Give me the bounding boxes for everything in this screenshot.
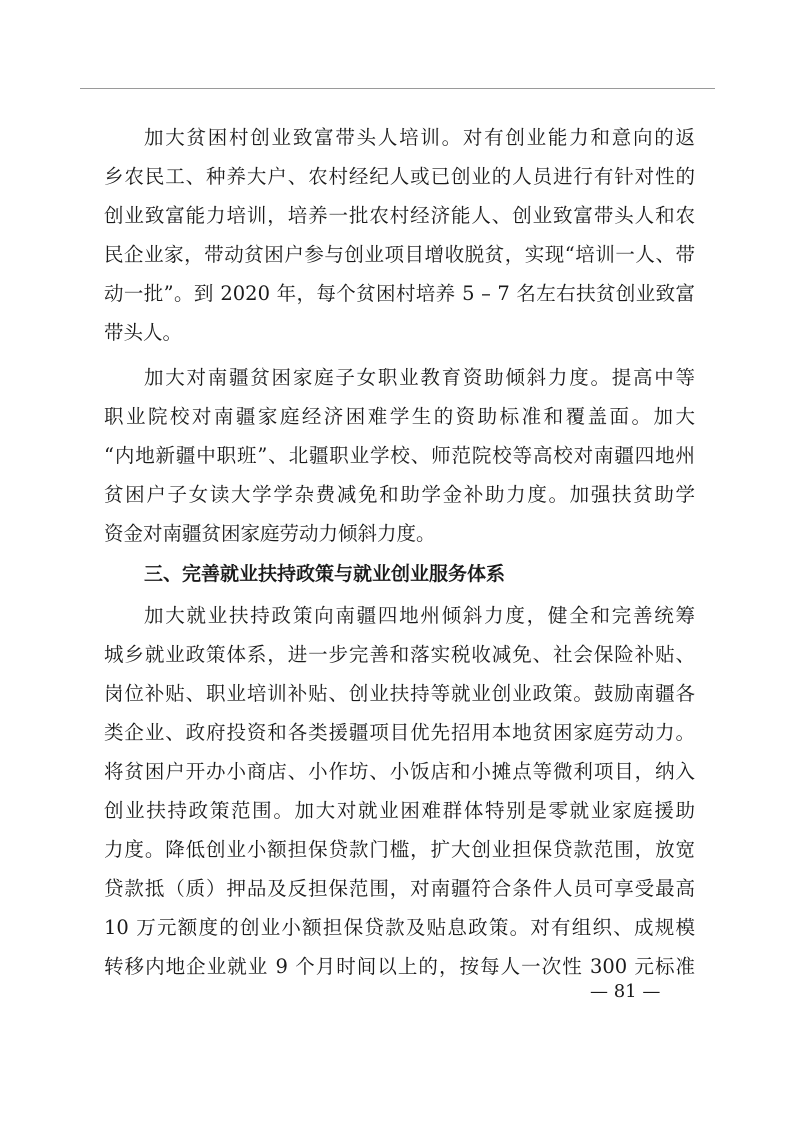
paragraph-3-line-2: 城乡就业政策体系，进一步完善和落实税收减免、社会保险补贴、 (104, 643, 695, 666)
paragraph-1-line-2: 乡农民工、种养大户、农村经纪人或已创业的人员进行有针对性的 (104, 165, 695, 188)
paragraph-2-line-1: 加大对南疆贫困家庭子女职业教育资助倾斜力度。提高中等 (144, 366, 695, 389)
paragraph-3-line-9: 10 万元额度的创业小额担保贷款及贴息政策。对有组织、成规模 (104, 916, 695, 939)
paragraph-3-line-6: 创业扶持政策范围。加大对就业困难群体特别是零就业家庭援助 (104, 799, 695, 822)
paragraph-2-line-3: “内地新疆中职班”、北疆职业学校、师范院校等高校对南疆四地州 (104, 444, 695, 467)
paragraph-1-line-3: 创业致富能力培训，培养一批农村经济能人、创业致富带头人和农 (104, 204, 695, 227)
section-heading: 三、完善就业扶持政策与就业创业服务体系 (144, 563, 506, 585)
paragraph-3-line-7: 力度。降低创业小额担保贷款门槛，扩大创业担保贷款范围，放宽 (104, 838, 695, 861)
paragraph-3-line-5: 将贫困户开办小商店、小作坊、小饭店和小摊点等微利项目，纳入 (104, 760, 695, 783)
paragraph-2-line-5: 资金对南疆贫困家庭劳动力倾斜力度。 (104, 522, 436, 545)
paragraph-1-line-4: 民企业家，带动贫困户参与创业项目增收脱贫，实现“培训一人、带 (104, 243, 695, 266)
paragraph-3-line-8: 贷款抵（质）押品及反担保范围，对南疆符合条件人员可享受最高 (104, 877, 695, 900)
paragraph-3-line-10: 转移内地企业就业 9 个月时间以上的，按每人一次性 300 元标准 (104, 955, 695, 978)
paragraph-2-line-4: 贫困户子女读大学学杂费减免和助学金补助力度。加强扶贫助学 (104, 483, 695, 506)
paragraph-1-line-6: 带头人。 (104, 321, 183, 344)
paragraph-1-line-5: 动一批”。到 2020 年，每个贫困村培养 5 – 7 名左右扶贫创业致富 (104, 282, 695, 305)
paragraph-2-line-2: 职业院校对南疆家庭经济困难学生的资助标准和覆盖面。加大 (104, 405, 695, 428)
paragraph-3-line-3: 岗位补贴、职业培训补贴、创业扶持等就业创业政策。鼓励南疆各 (104, 682, 695, 705)
page-number: — 81 — (590, 981, 661, 1002)
header-rule (80, 88, 715, 89)
paragraph-1-line-1: 加大贫困村创业致富带头人培训。对有创业能力和意向的返 (144, 126, 695, 149)
paragraph-3-line-4: 类企业、政府投资和各类援疆项目优先招用本地贫困家庭劳动力。 (104, 721, 695, 744)
paragraph-3-line-1: 加大就业扶持政策向南疆四地州倾斜力度，健全和完善统筹 (144, 604, 695, 627)
